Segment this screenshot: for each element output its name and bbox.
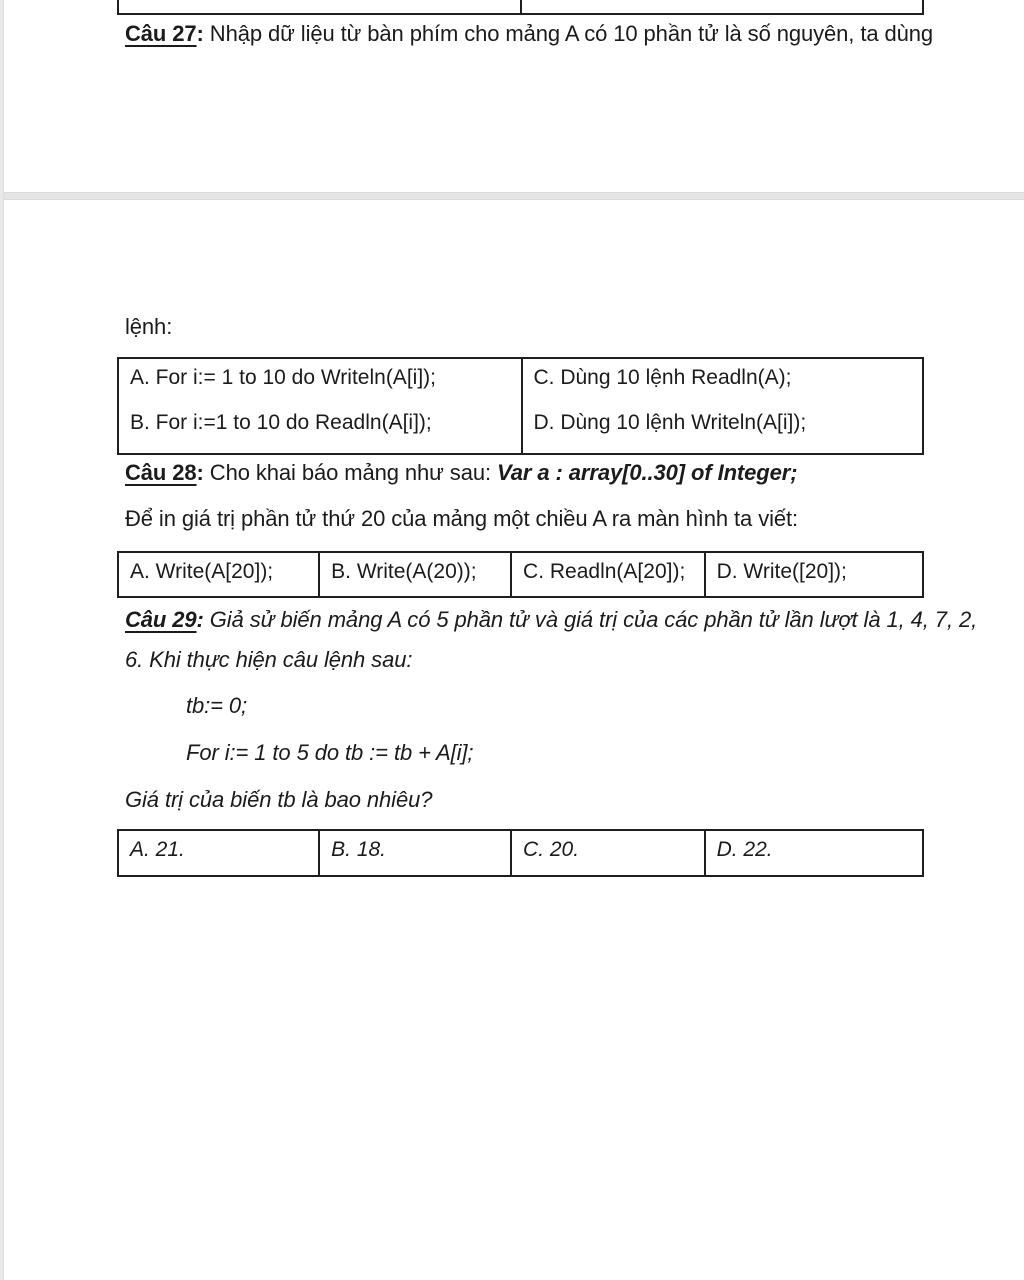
q27-question-line xyxy=(125,20,933,48)
q28-answer-table xyxy=(117,551,924,598)
q28-question-line xyxy=(125,459,797,487)
q27-colon: : xyxy=(196,21,204,46)
page-separator xyxy=(0,192,1024,200)
q28-label: Câu 28 xyxy=(125,460,197,485)
q27-option-c: C. Dùng 10 lệnh Readln(A); xyxy=(533,366,792,389)
q29-answer-table xyxy=(117,829,924,877)
q26-answer-table-partial xyxy=(117,0,924,15)
q27-text-continued: lệnh: xyxy=(125,314,173,339)
q29-prompt-line: Giá trị của biến tb là bao nhiêu? xyxy=(125,787,433,812)
page-left-edge xyxy=(0,0,4,1280)
q29-question-line2: 6. Khi thực hiện câu lệnh sau: xyxy=(125,647,413,672)
q27-text: Nhập dữ liệu từ bàn phím cho mảng A có 10 phần tử là số nguyên, ta dùng xyxy=(203,21,934,46)
q28-intro: Cho khai báo mảng như sau: xyxy=(203,460,498,485)
q27-answer-table xyxy=(117,357,924,455)
q27-option-a: A. For i:= 1 to 10 do Writeln(A[i]); xyxy=(130,366,436,389)
q28-colon: : xyxy=(196,460,204,485)
q29-label: Câu 29 xyxy=(125,607,197,632)
q29-option-b: B. 18. xyxy=(318,831,510,875)
q29-code-line2: For i:= 1 to 5 do tb := tb + A[i]; xyxy=(186,740,474,765)
q29-text-line1: Giả sử biến mảng A có 5 phần tử và giá trị của các phần tử lần lượt là 1, 4, 7, 2, xyxy=(203,607,978,632)
q27-option-b: B. For i:=1 to 10 do Readln(A[i]); xyxy=(130,411,432,434)
q29-option-d: D. 22. xyxy=(704,831,922,875)
q28-declaration-code: Var a : array[0..30] of Integer; xyxy=(497,460,798,485)
q29-question-line1 xyxy=(125,606,977,634)
q27-option-d: D. Dùng 10 lệnh Writeln(A[i]); xyxy=(533,411,807,434)
q28-option-b: B. Write(A(20)); xyxy=(318,553,510,596)
q29-code-line1: tb:= 0; xyxy=(186,693,248,718)
q29-colon: : xyxy=(196,607,204,632)
q28-prompt-line: Để in giá trị phần tử thứ 20 của mảng một chiều A ra màn hình ta viết: xyxy=(125,506,799,531)
q27-cell-right xyxy=(521,359,923,453)
q27-label: Câu 27 xyxy=(125,21,197,46)
q28-option-a: A. Write(A[20]); xyxy=(130,560,274,583)
q29-option-c: C. 20. xyxy=(510,831,704,875)
q27-cell-left xyxy=(119,359,521,453)
q29-option-a: A. 21. xyxy=(130,838,185,861)
q28-option-c: C. Readln(A[20]); xyxy=(510,553,704,596)
q28-option-d: D. Write([20]); xyxy=(704,553,922,596)
table-divider xyxy=(520,0,522,13)
